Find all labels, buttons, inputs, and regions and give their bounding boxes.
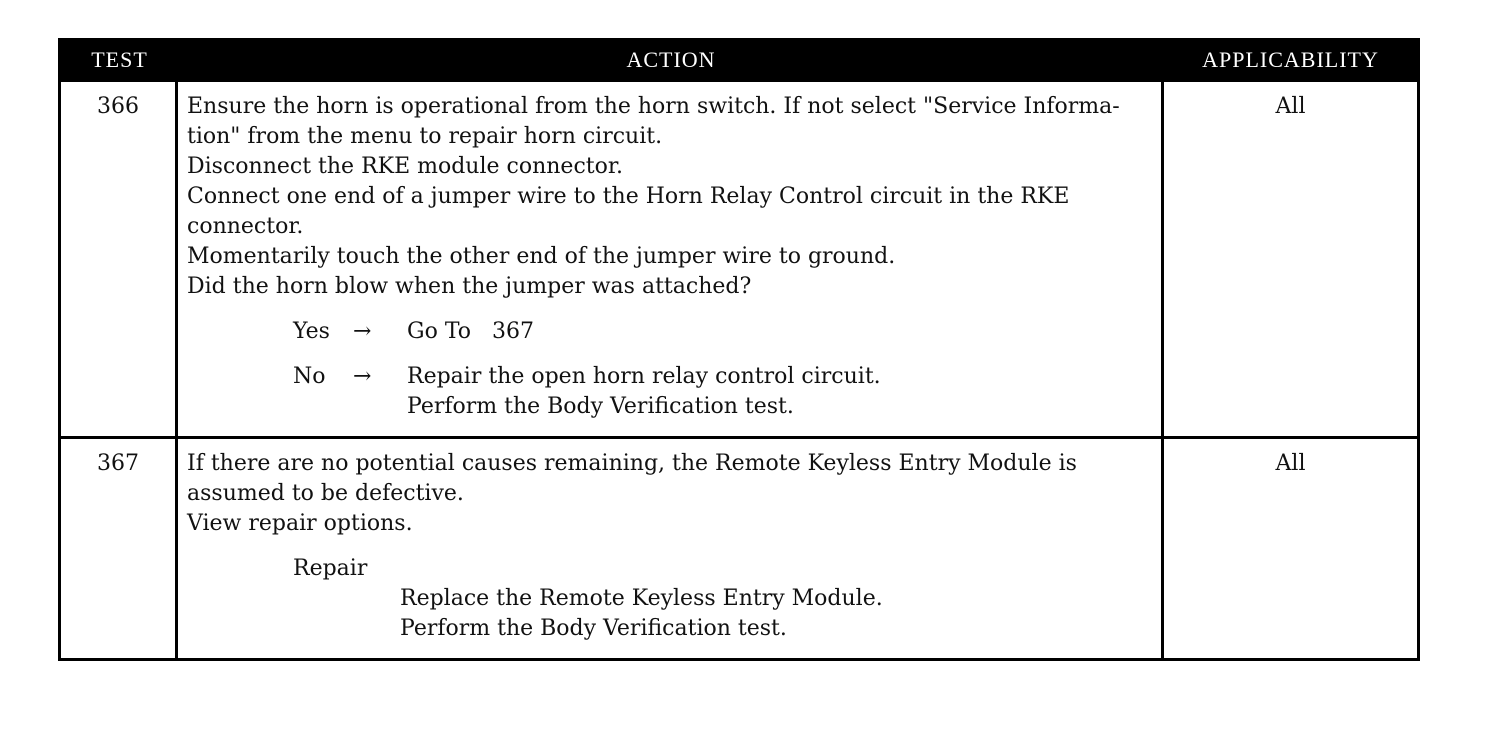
diagnostic-table [58,38,1420,661]
no-result-line: Perform the Body Verification test. [407,394,794,419]
yes-branch [293,317,1153,347]
header-applicability: APPLICABILITY [1202,47,1379,72]
repair-line: Replace the Remote Keyless Entry Module. [400,586,883,611]
header-test: TEST [91,47,148,72]
header-action: ACTION [626,47,716,72]
action-line: assumed to be defective. [187,481,464,506]
repair-steps [400,584,1153,644]
arrow-icon: → [353,364,372,389]
action-line: If there are no potential causes remaining, the Remote Keyless Entry Module is [187,451,1077,476]
test-number: 367 [61,439,178,658]
action-cell [178,439,1164,658]
goto-link[interactable]: Go To 367 [407,319,534,344]
no-label: No [293,364,326,389]
action-line: View repair options. [187,511,413,536]
test-number: 366 [61,82,178,436]
action-line: Momentarily touch the other end of the jumper wire to ground. [187,244,896,269]
repair-label: Repair [293,556,368,581]
repair-line: Perform the Body Verification test. [400,616,787,641]
yes-label: Yes [293,319,330,344]
action-line: tion" from the menu to repair horn circuit. [187,124,663,149]
action-cell [178,82,1164,436]
action-line: Disconnect the RKE module connector. [187,154,623,179]
table-header [61,41,1417,79]
action-line: connector. [187,214,304,239]
no-branch [293,362,1153,422]
action-line: Connect one end of a jumper wire to the Horn Relay Control circuit in the RKE [187,184,1070,209]
arrow-icon: → [353,319,372,344]
table-row [61,436,1417,658]
no-result [407,362,881,422]
applicability-value: All [1275,94,1306,119]
action-line: Ensure the horn is operational from the horn switch. If not select "Service Informa- [187,94,1120,119]
action-line: Did the horn blow when the jumper was attached? [187,274,752,299]
table-row [61,79,1417,436]
applicability-value: All [1275,451,1306,476]
no-result-line: Repair the open horn relay control circuit. [407,364,881,389]
